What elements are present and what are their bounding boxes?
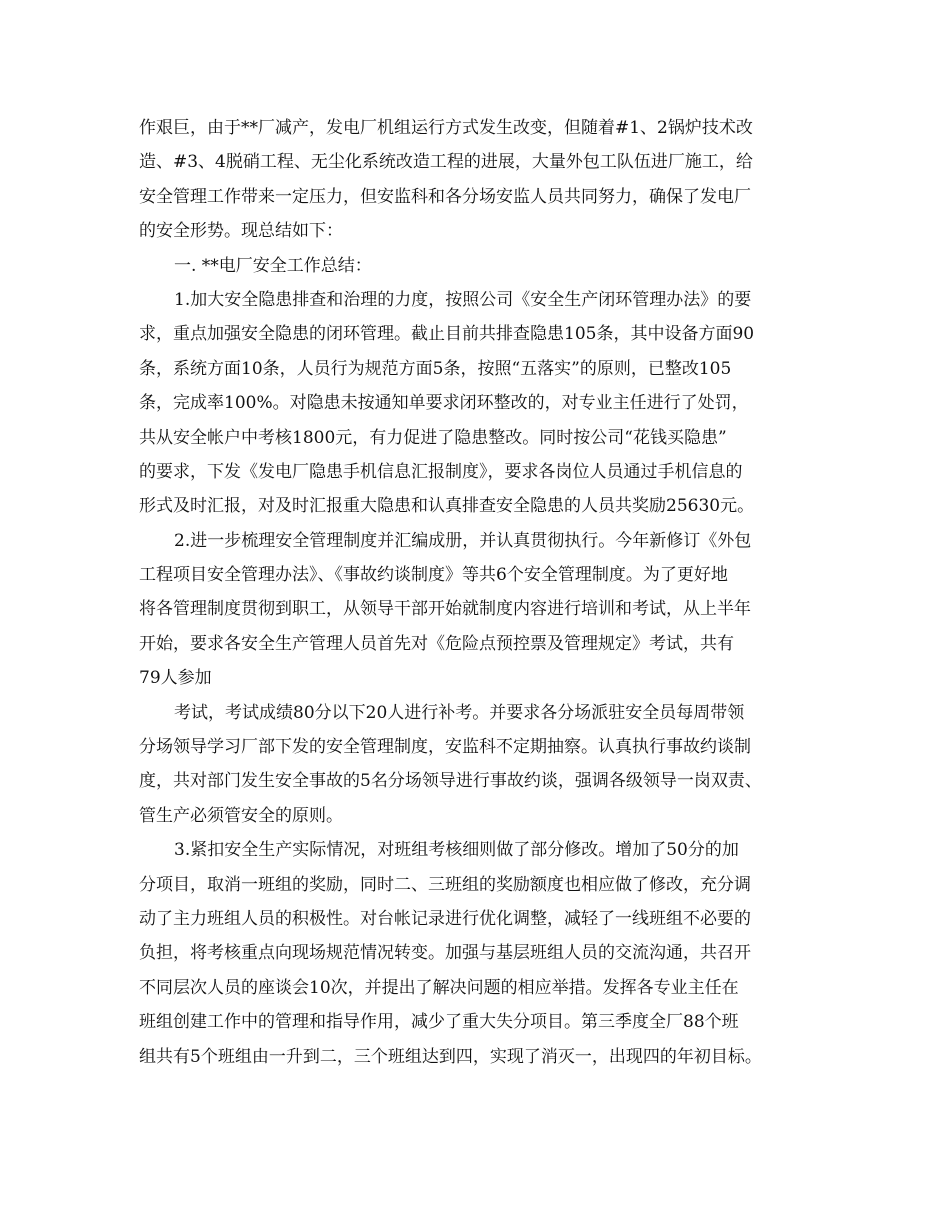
text-line: 分场领导学习厂部下发的安全管理制度，安监科不定期抽察。认真执行事故约谈制 bbox=[139, 737, 751, 758]
text-line: 工程项目安全管理办法》、《事故约谈制度》等共6个安全管理制度。为了更好地 bbox=[139, 565, 728, 586]
text-line: 度，共对部门发生安全事故的5名分场领导进行事故约谈，强调各级领导一岗双责、 bbox=[139, 771, 762, 792]
text-line: 的安全形势。现总结如下： bbox=[139, 221, 343, 242]
paragraph-start: 2.进一步梳理安全管理制度并汇编成册，并认真贯彻执行。今年新修订《外包 bbox=[174, 530, 752, 551]
text-line: 班组创建工作中的管理和指导作用，减少了重大失分项目。第三季度全厂88个班 bbox=[139, 1012, 739, 1033]
text-line: 分项目，取消一班组的奖励，同时二、三班组的奖励额度也相应做了修改，充分调 bbox=[139, 874, 751, 895]
paragraph-start: 3.紧扣安全生产实际情况，对班组考核细则做了部分修改。增加了50分的加 bbox=[174, 840, 739, 861]
text-line: 负担，将考核重点向现场规范情况转变。加强与基层班组人员的交流沟通，共召开 bbox=[139, 943, 751, 964]
text-line: 动了主力班组人员的积极性。对台帐记录进行优化调整，减轻了一线班组不必要的 bbox=[139, 908, 751, 929]
text-line: 将各管理制度贯彻到职工，从领导干部开始就制度内容进行培训和考试，从上半年 bbox=[139, 599, 751, 620]
text-line: 的要求，下发《发电厂隐患手机信息汇报制度》，要求各岗位人员通过手机信息的 bbox=[139, 461, 743, 482]
section-heading: 一. **电厂安全工作总结： bbox=[174, 255, 372, 276]
text-line: 条，完成率100%。对隐患未按通知单要求闭环整改的，对专业主任进行了处罚， bbox=[139, 393, 749, 414]
text-line: 79人参加 bbox=[139, 668, 212, 689]
body-text bbox=[139, 111, 829, 1074]
paragraph-start: 1.加大安全隐患排查和治理的力度，按照公司《安全生产闭环管理办法》的要 bbox=[174, 289, 752, 310]
text-line: 不同层次人员的座谈会10次，并提出了解决问题的相应举措。发挥各专业主任在 bbox=[139, 977, 739, 998]
paragraph-start: 考试，考试成绩80分以下20人进行补考。并要求各分场派驻安全员每周带领 bbox=[174, 702, 745, 723]
text-line: 管生产必须管安全的原则。 bbox=[139, 805, 343, 826]
text-line: 求，重点加强安全隐患的闭环管理。截止目前共排查隐患105条，其中设备方面90 bbox=[139, 324, 755, 345]
text-line: 条，系统方面10条，人员行为规范方面5条，按照“五落实”的原则，已整改105 bbox=[139, 358, 732, 379]
text-line: 作艰巨，由于**厂减产，发电厂机组运行方式发生改变，但随着#1、2锅炉技术改 bbox=[139, 118, 753, 138]
text-line: 形式及时汇报，对及时汇报重大隐患和认真排查安全隐患的人员共奖励25630元。 bbox=[139, 496, 755, 517]
text-line: 共从安全帐户中考核1800元，有力促进了隐患整改。同时按公司“花钱买隐患” bbox=[139, 427, 727, 448]
text-line: 安全管理工作带来一定压力，但安监科和各分场安监人员共同努力，确保了发电厂 bbox=[139, 186, 751, 207]
text-line: 造、#3、4脱硝工程、无尘化系统改造工程的进展，大量外包工队伍进厂施工，给 bbox=[139, 152, 753, 173]
text-line: 开始，要求各安全生产管理人员首先对《危险点预控票及管理规定》考试，共有 bbox=[139, 633, 734, 654]
text-line: 组共有5个班组由一升到二，三个班组达到四，实现了消灭一，出现四的年初目标。 bbox=[139, 1046, 762, 1067]
